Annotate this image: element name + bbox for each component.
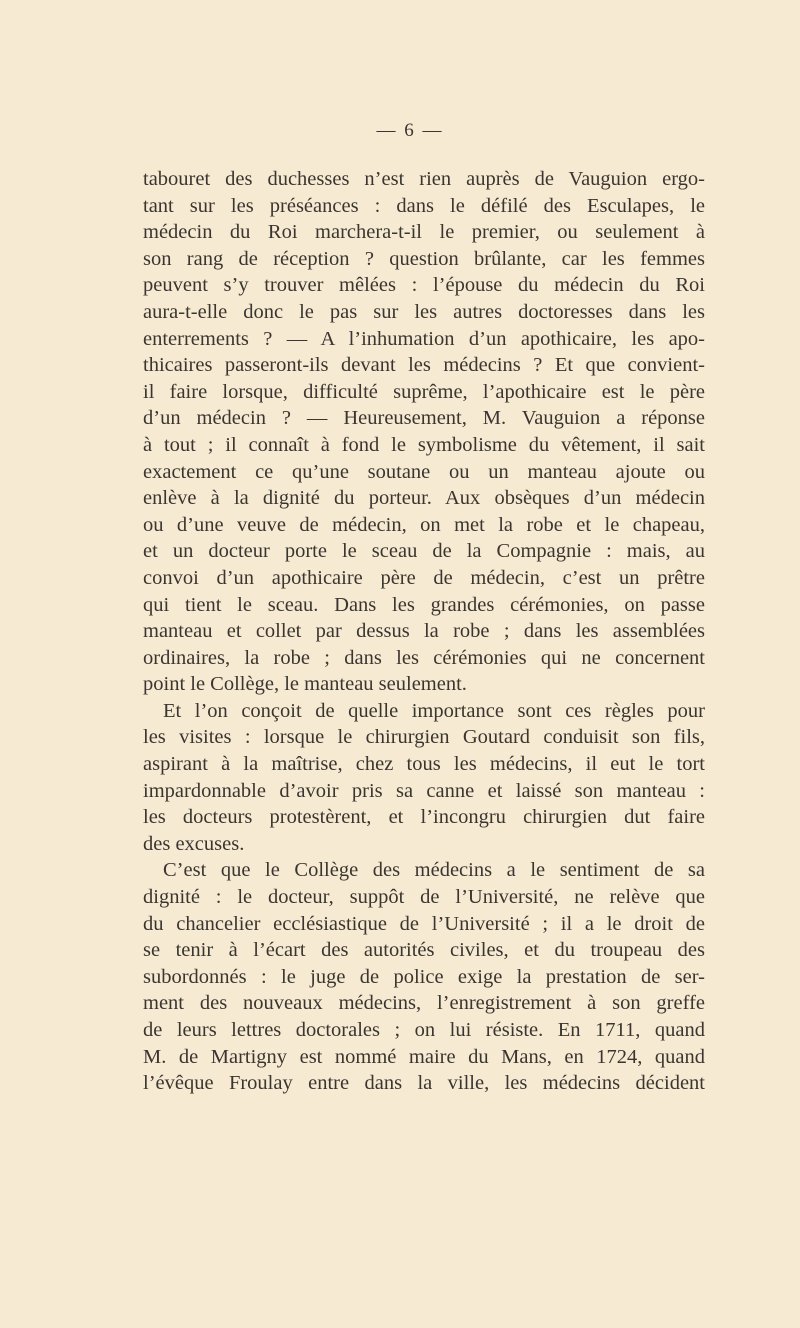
text-line: enlève à la dignité du porteur. Aux obsèques d’un médecin xyxy=(143,487,705,510)
text-line: M. de Martigny est nommé maire du Mans, en 1724, quand xyxy=(143,1045,705,1068)
text-line: ou d’une veuve de médecin, on met la robe et le chapeau, xyxy=(143,513,705,536)
text-line: peuvent s’y trouver mêlées : l’épouse du médecin du Roi xyxy=(143,274,705,297)
text-line: subordonnés : le juge de police exige la prestation de ser- xyxy=(143,965,705,988)
page-number: — 6 — xyxy=(376,120,444,141)
text-line: point le Collège, le manteau seulement. xyxy=(143,673,467,696)
text-line: enterrements ? — A l’inhumation d’un apothicaire, les apo- xyxy=(143,327,705,350)
text-line: ordinaires, la robe ; dans les cérémonies qui ne concernent xyxy=(143,646,705,669)
text-line: les visites : lorsque le chirurgien Goutard conduisit son fils, xyxy=(143,726,705,749)
text-line: ment des nouveaux médecins, l’enregistrement à son greffe xyxy=(143,992,705,1015)
text-line: et un docteur porte le sceau de la Compagnie : mais, au xyxy=(143,540,705,563)
text-line: médecin du Roi marchera-t-il le premier, ou seulement à xyxy=(143,221,705,244)
text-line: les docteurs protestèrent, et l’incongru chirurgien dut faire xyxy=(143,806,705,829)
text-line: manteau et collet par dessus la robe ; dans les assemblées xyxy=(143,620,705,643)
text-line: se tenir à l’écart des autorités civiles, et du troupeau des xyxy=(143,939,705,962)
text-line: thicaires passeront-ils devant les médecins ? Et que convient- xyxy=(143,354,705,377)
text-line: du chancelier ecclésiastique de l’Université ; il a le droit de xyxy=(143,912,705,935)
text-line: dignité : le docteur, suppôt de l’Université, ne relève que xyxy=(143,886,705,909)
text-line: tabouret des duchesses n’est rien auprès de Vauguion ergo- xyxy=(143,168,705,190)
text-line: impardonnable d’avoir pris sa canne et laissé son manteau : xyxy=(143,779,705,802)
text-line: de leurs lettres doctorales ; on lui résiste. En 1711, quand xyxy=(143,1019,705,1041)
text-line: convoi d’un apothicaire père de médecin, c’est un prêtre xyxy=(143,566,705,589)
text-line: Et l’on conçoit de quelle importance sont ces règles pour xyxy=(163,699,705,722)
text-line: C’est que le Collège des médecins a le sentiment de sa xyxy=(163,859,705,882)
text-line: à tout ; il connaît à fond le symbolisme du vêtement, il sait xyxy=(143,433,705,456)
text-line: d’un médecin ? — Heureusement, M. Vauguion a réponse xyxy=(143,407,705,430)
text-line: exactement ce qu’une soutane ou un manteau ajoute ou xyxy=(143,460,705,483)
text-line: l’évêque Froulay entre dans la ville, les médecins décident xyxy=(143,1072,705,1095)
text-line: qui tient le sceau. Dans les grandes cérémonies, on passe xyxy=(143,593,705,616)
text-line: aspirant à la maîtrise, chez tous les médecins, il eut le tort xyxy=(143,753,705,776)
text-line: il faire lorsque, difficulté suprême, l’apothicaire est le père xyxy=(143,380,705,403)
text-line: tant sur les préséances : dans le défilé des Esculapes, le xyxy=(143,194,705,217)
text-line: son rang de réception ? question brûlante, car les femmes xyxy=(143,247,705,270)
text-line: des excuses. xyxy=(143,832,245,855)
body-text xyxy=(143,166,705,1097)
text-line: aura-t-elle donc le pas sur les autres doctoresses dans les xyxy=(143,300,705,323)
